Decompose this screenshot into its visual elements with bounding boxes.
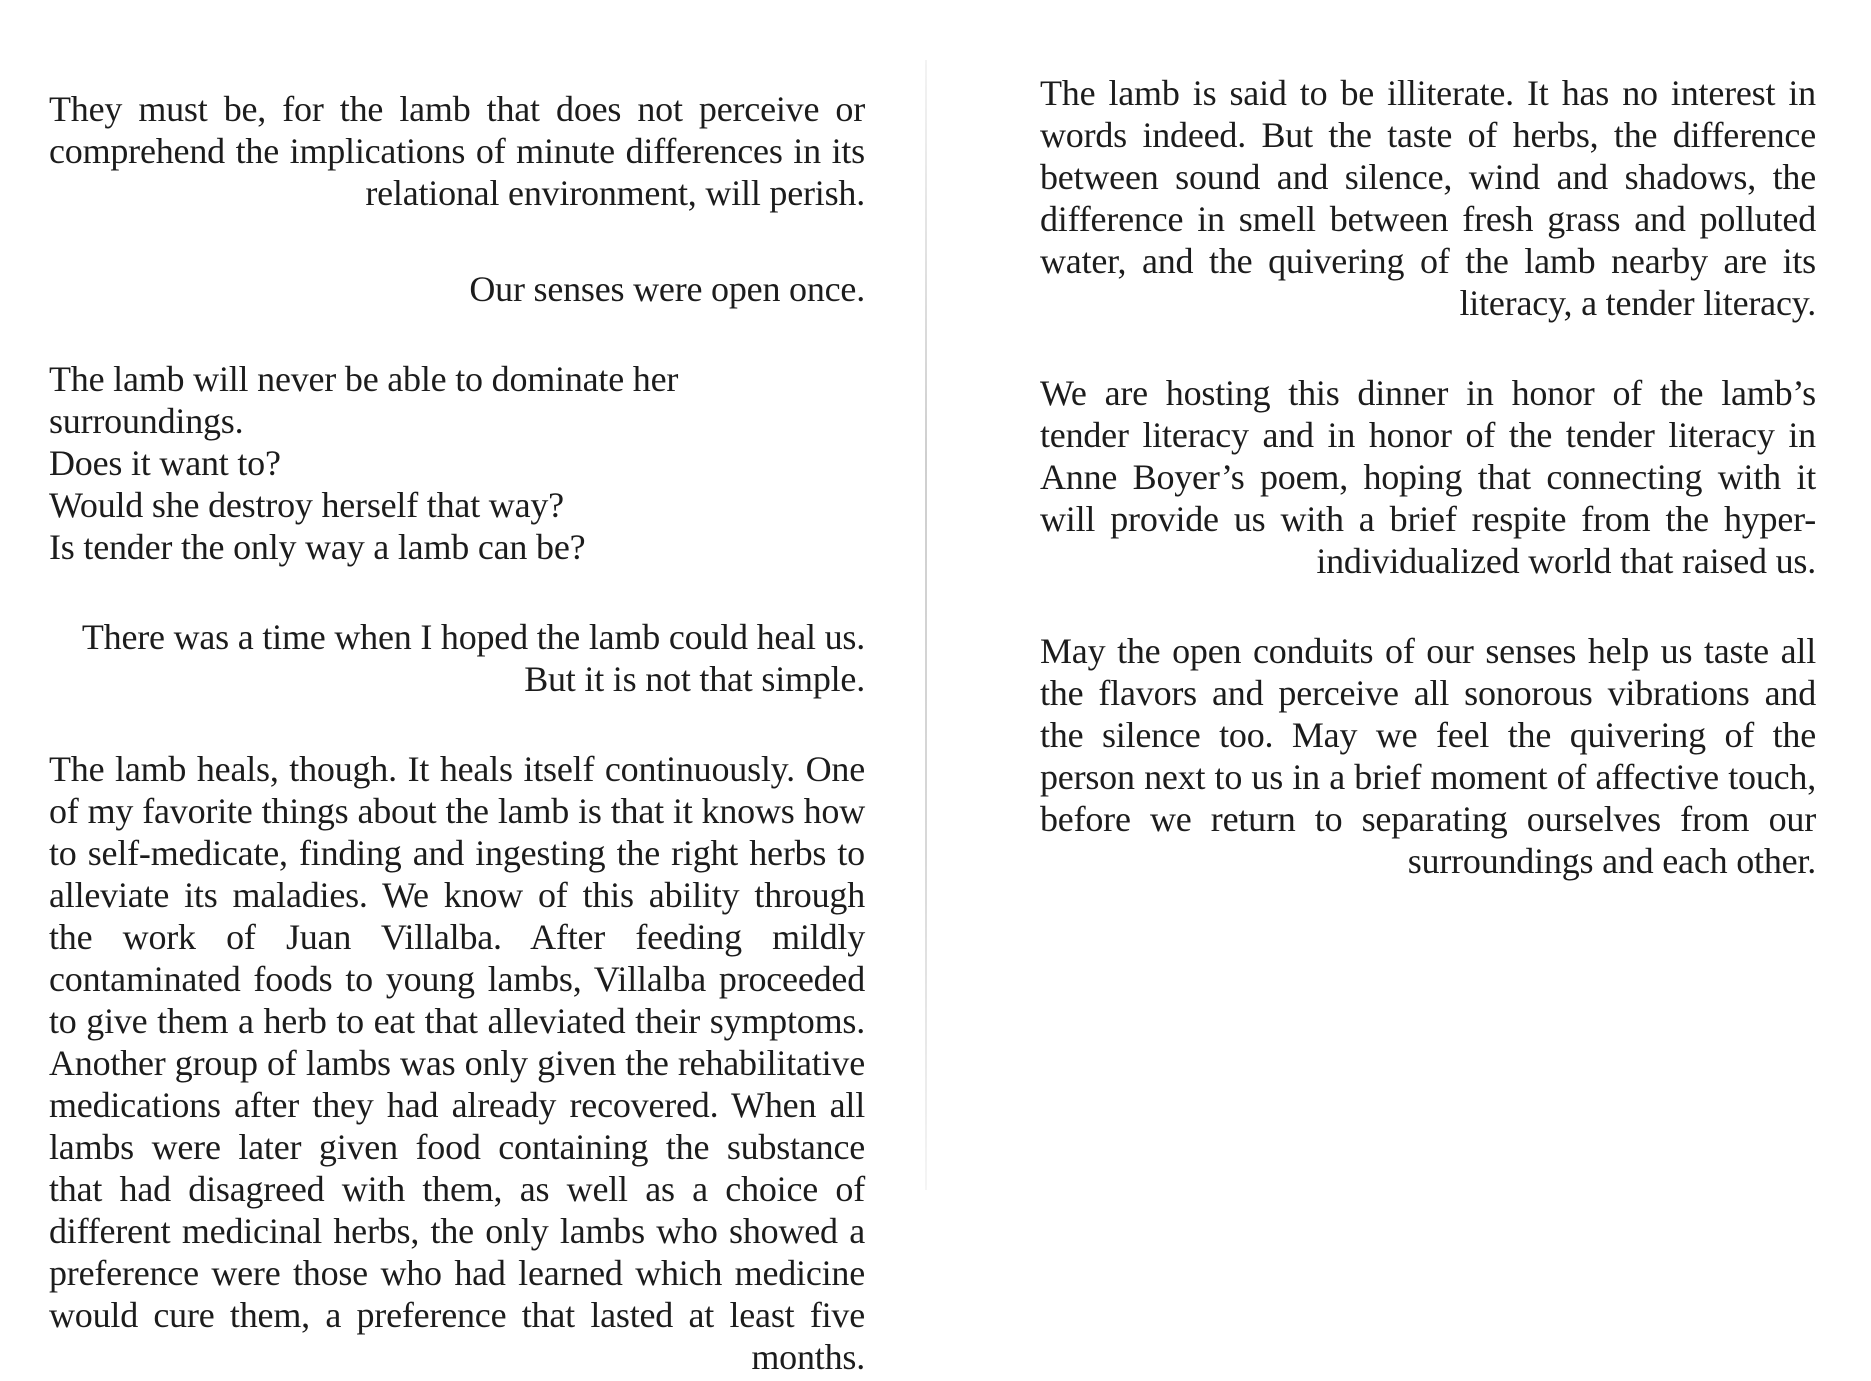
- left-paragraph-5: The lamb heals, though. It heals itself continuously. One of my favorite things about the lamb is that it knows how to self-medicate, finding and ingesting the right herbs to alleviate its maladies. We know of this ability through the work of Juan Villalba. After feeding mildly contaminated foods to young lambs, Villalba proceeded to give them a herb to eat that alleviated their symptoms. Another group of lambs was only given the rehabilitative medications after they had already recovered. When all lambs were later given food containing the substance that had disagreed with them, as well as a choice of different medicinal herbs, the only lambs who showed a preference were those who had learned which medicine would cure them, a preference that lasted at least five months.: [49, 749, 865, 1377]
- right-paragraph-2: We are hosting this dinner in honor of the lamb’s tender literacy and in honor of the tender literacy in Anne Boyer’s poem, hoping that connecting with it will provide us with a brief respite from the hyper-individualized world that raised us.: [1040, 373, 1816, 581]
- left-paragraph-4: [49, 616, 865, 700]
- left-paragraph-3: [49, 358, 865, 568]
- left-paragraph-4-line: There was a time when I hoped the lamb could heal us.: [81, 617, 865, 657]
- right-page: [925, 0, 1871, 1381]
- left-paragraph-4-line: But it is not that simple.: [524, 659, 865, 699]
- right-paragraph-3: May the open conduits of our senses help us taste all the flavors and perceive all sonorous vibrations and the silence too. May we feel the quivering of the person next to us in a brief moment of affective touch, before we return to separating ourselves from our surroundings and each other.: [1040, 631, 1816, 881]
- left-paragraph-3-line: The lamb will never be able to dominate her surroundings.: [49, 359, 679, 441]
- right-paragraph-1: The lamb is said to be illiterate. It has no interest in words indeed. But the taste of herbs, the difference between sound and silence, wind and shadows, the difference in smell between fresh grass and polluted water, and the quivering of the lamb nearby are its literacy, a tender literacy.: [1040, 73, 1816, 323]
- left-paragraph-3-line: Would she destroy herself that way?: [49, 485, 564, 525]
- left-paragraph-3-line: Does it want to?: [49, 443, 281, 483]
- left-page: [0, 0, 925, 1381]
- left-paragraph-1: They must be, for the lamb that does not perceive or comprehend the implications of minute differences in its relational environment, will perish.: [49, 89, 865, 213]
- left-paragraph-2: Our senses were open once.: [469, 269, 865, 309]
- left-paragraph-3-line: Is tender the only way a lamb can be?: [49, 527, 586, 567]
